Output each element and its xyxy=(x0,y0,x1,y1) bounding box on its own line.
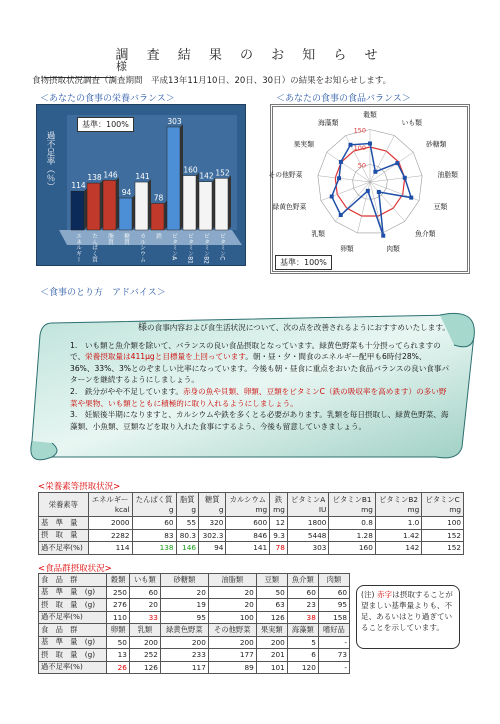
food-table-title: <食品群摂取状況> xyxy=(38,564,112,574)
food-row xyxy=(39,661,350,674)
nutrient-header-name: カルシウム xyxy=(229,495,266,504)
bar-category-9: ビタミンC xyxy=(218,233,225,261)
nutrient-cell: 152 xyxy=(422,529,464,542)
radar-point-6 xyxy=(381,234,385,238)
bar-category-8: ビタミンB2 xyxy=(202,233,209,264)
radar-point-11 xyxy=(339,160,343,164)
bar-6 xyxy=(167,127,180,230)
nutrient-cell: 83 xyxy=(132,529,176,542)
bar-side-3 xyxy=(132,195,135,230)
radar-point-4 xyxy=(409,196,413,200)
bar-value-5: 78 xyxy=(153,193,164,203)
nutrient-cell: 2000 xyxy=(88,517,132,530)
nutrient-cell: 152 xyxy=(422,542,464,555)
radar-tick-0: 150 xyxy=(353,126,366,135)
food-cell: 200 xyxy=(256,636,287,649)
radar-category-9: 緑黄色野菜 xyxy=(272,203,307,212)
nutrient-header-2 xyxy=(176,493,199,517)
radar-point-3 xyxy=(403,176,407,180)
advice-honorific: 様 xyxy=(138,323,148,333)
food-cell: 60 xyxy=(129,586,160,599)
nutrient-header-unit: kcal xyxy=(114,505,130,514)
bar-3 xyxy=(119,198,132,230)
food-cell: 13 xyxy=(107,649,130,662)
nutrient-cell: 80.3 xyxy=(176,529,199,542)
nutrient-cell: 160 xyxy=(329,542,375,555)
bar-value-2: 146 xyxy=(103,170,118,180)
food-cell: 26 xyxy=(107,661,130,674)
nutrient-cell: 302.3 xyxy=(199,529,226,542)
nutrient-cell: 1.0 xyxy=(375,517,421,530)
bar-category-3: 糖質 xyxy=(122,233,129,245)
survey-period: 食物摂取状況調査（調査期間 平成13年11月10日、20日、30日）の結果をお知らせします。 xyxy=(32,76,392,86)
radar-baseline-label: 基準：100% xyxy=(275,255,332,270)
nutrient-header-unit: g xyxy=(191,505,197,514)
food-cell: 33 xyxy=(129,611,160,624)
food-header-row-2 xyxy=(39,624,350,637)
bar-side-4 xyxy=(148,179,151,230)
nutrient-cell: 141 xyxy=(226,542,270,555)
radar-chart-svg xyxy=(268,107,467,257)
nutrient-header-4 xyxy=(226,493,270,517)
section-food-balance: ＜あなたの食事の食品バランス＞ xyxy=(276,94,411,104)
food-cell: 20 xyxy=(129,599,160,612)
advice-point-2 xyxy=(70,386,450,409)
food-row-label: 基 準 量 (g) xyxy=(39,586,107,599)
radar-category-0: 穀類 xyxy=(363,111,377,119)
chart-floor xyxy=(59,230,242,245)
nutrient-cell: 12 xyxy=(270,517,288,530)
nutrient-header-0 xyxy=(88,493,132,517)
bar-1 xyxy=(87,183,100,230)
nutrient-header-name: たんぱく質 xyxy=(135,495,173,504)
bar-chart-svg xyxy=(37,105,247,267)
radar-category-3: 油脂類 xyxy=(437,170,458,179)
nutrient-cell: 600 xyxy=(226,517,270,530)
nutrient-header-unit: mg xyxy=(407,505,420,514)
bar-4 xyxy=(135,182,148,230)
bar-7 xyxy=(183,176,196,230)
food-group-header: 卵類 xyxy=(107,624,130,637)
bar-value-3: 94 xyxy=(121,188,132,198)
food-cell: 120 xyxy=(287,661,318,674)
nutrient-header-name: ビタミンC xyxy=(425,495,460,504)
food-cell: 20 xyxy=(208,599,256,612)
bar-side-7 xyxy=(196,173,199,230)
radar-category-12: 海藻類 xyxy=(318,118,339,127)
food-group-header: 肉類 xyxy=(318,574,349,587)
advice-intro-text: の食事内容および食生活状況について、次の点を改善されるようにおすすめいたします。 xyxy=(147,323,450,332)
food-cell: 95 xyxy=(160,611,208,624)
advice-1c: 。朝・昼・夕・間食のエネルギー配甲も6時付28%、36%、33%、3%とのぞましい比率になっています。今後も朝・昼食に重点をおいた食品バランスの良い食事パターンを継続するようにしましょう。 xyxy=(70,352,450,385)
nutrient-cell: 846 xyxy=(226,529,270,542)
food-cell: 20 xyxy=(208,586,256,599)
nutrient-header-6 xyxy=(287,493,329,517)
nutrient-cell: 5448 xyxy=(287,529,329,542)
food-group-header: 乳類 xyxy=(129,624,160,637)
nutrient-cell: 146 xyxy=(176,542,199,555)
bar-category-4: カルシウム xyxy=(138,233,145,262)
food-cell: 60 xyxy=(318,586,349,599)
food-cell: 23 xyxy=(287,599,318,612)
radar-category-7: 卵類 xyxy=(340,245,354,254)
nutrient-row xyxy=(39,517,464,530)
radar-spoke-9 xyxy=(321,182,370,201)
radar-tick-1: 100 xyxy=(353,144,366,152)
food-cell: 5 xyxy=(287,636,318,649)
nutrient-cell: 1.42 xyxy=(375,529,421,542)
food-group-header: 緑黄色野菜 xyxy=(160,624,208,637)
food-row xyxy=(39,611,350,624)
food-group-header: 穀類 xyxy=(107,574,130,587)
section-advice: ＜食事のとり方 アドバイス＞ xyxy=(40,288,166,298)
nutrient-header-name: ビタミンB1 xyxy=(332,495,372,504)
food-cell: 20 xyxy=(160,586,208,599)
food-group-header: その他野菜 xyxy=(208,624,256,637)
bar-category-2: 脂質 xyxy=(106,233,113,245)
note-prefix: (注) xyxy=(361,590,375,599)
food-cell: - xyxy=(318,661,349,674)
food-row-label: 過不足率(%) xyxy=(39,661,107,674)
food-group-header: 食 品 群 xyxy=(39,624,107,637)
food-cell: 201 xyxy=(256,649,287,662)
radar-category-4: 豆類 xyxy=(433,203,448,212)
food-row xyxy=(39,636,350,649)
nutrient-cell: 2282 xyxy=(88,529,132,542)
radar-category-1: いも類 xyxy=(401,118,422,127)
bar-side-5 xyxy=(164,200,167,230)
bar-baseline-label: 基準：100% xyxy=(77,117,134,132)
nutrient-cell: 60 xyxy=(132,517,176,530)
bar-side-9 xyxy=(228,175,231,230)
nutrient-header-9 xyxy=(422,493,464,517)
nutrient-cell: 0.8 xyxy=(329,517,375,530)
radar-point-8 xyxy=(339,213,343,217)
food-cell: 252 xyxy=(129,649,160,662)
nutrient-cell: 78 xyxy=(270,542,288,555)
bar-0 xyxy=(71,191,84,230)
nutrient-cell: 303 xyxy=(287,542,329,555)
food-row-label: 過不足率(%) xyxy=(39,611,107,624)
food-cell: 60 xyxy=(287,586,318,599)
food-cell: 126 xyxy=(129,661,160,674)
food-cell: 250 xyxy=(107,586,130,599)
bar-8 xyxy=(199,182,212,230)
bar-side-6 xyxy=(180,124,183,230)
radar-category-11: 果実類 xyxy=(293,140,315,149)
bar-value-9: 152 xyxy=(215,168,230,178)
section-nutrition-balance: ＜あなたの食事の栄養バランス＞ xyxy=(40,94,175,104)
bar-9 xyxy=(215,178,228,230)
food-cell: 38 xyxy=(287,611,318,624)
food-row xyxy=(39,586,350,599)
food-row-label: 摂 取 量 (g) xyxy=(39,649,107,662)
advice-text xyxy=(70,322,450,432)
bar-5 xyxy=(151,203,164,230)
food-cell: 110 xyxy=(107,611,130,624)
bar-value-7: 160 xyxy=(183,165,198,175)
advice-point-1 xyxy=(70,340,450,386)
nutrient-header-unit: IU xyxy=(318,505,327,514)
nutrient-header-name: 脂質 xyxy=(179,495,195,504)
radar-category-10: その他野菜 xyxy=(268,170,303,179)
food-group-header: いも類 xyxy=(129,574,160,587)
food-row xyxy=(39,649,350,662)
bar-value-6: 303 xyxy=(167,116,182,126)
bar-value-4: 141 xyxy=(135,172,150,182)
food-cell: 126 xyxy=(256,611,287,624)
note-text: は摂取することが望ましい基準量よりも、不足、あるいはとり過ぎていることを示しています。 xyxy=(361,590,453,632)
radar-point-5 xyxy=(377,190,381,194)
nutrient-header-unit: g xyxy=(168,505,174,514)
food-cell: 233 xyxy=(160,649,208,662)
nutrient-cell: 55 xyxy=(176,517,199,530)
nutrient-row-label: 摂 取 量 xyxy=(39,529,89,542)
nutrient-header-unit: mg xyxy=(255,505,268,514)
food-group-header: 砂糖類 xyxy=(160,574,208,587)
radar-point-10 xyxy=(337,176,341,180)
nutrient-row xyxy=(39,529,464,542)
food-cell: 177 xyxy=(208,649,256,662)
advice-2b: 赤身の魚や貝類、卵類、豆類をビタミンC（鉄の吸収率を高めます）の多い野菜や果物、いも類とともに積極的に取り入れるようにしましょう。 xyxy=(70,386,447,408)
nutrient-cell: 100 xyxy=(422,517,464,530)
food-cell: 117 xyxy=(160,661,208,674)
nutrient-header-name: 糖質 xyxy=(204,495,220,504)
nutrient-cell: 94 xyxy=(199,542,226,555)
nutrient-cell: 1800 xyxy=(287,517,329,530)
food-cell: 73 xyxy=(318,649,349,662)
food-cell: 63 xyxy=(256,599,287,612)
nutrient-cell: 114 xyxy=(88,542,132,555)
nutrient-table-title: <栄養素等摂取状況> xyxy=(38,482,121,492)
radar-point-9 xyxy=(330,195,334,199)
radar-point-1 xyxy=(373,170,377,174)
radar-category-5: 魚介類 xyxy=(415,229,436,238)
nutrient-header-unit: g xyxy=(218,505,224,514)
food-cell: 50 xyxy=(107,636,130,649)
food-cell: 158 xyxy=(318,611,349,624)
food-cell: 50 xyxy=(256,586,287,599)
food-cell: 276 xyxy=(107,599,130,612)
page-title: 調 査 結 果 の お 知 ら せ xyxy=(115,48,385,63)
nutrient-header-5 xyxy=(270,493,288,517)
note-red-word: 赤字 xyxy=(376,590,393,599)
food-cell: 200 xyxy=(208,636,256,649)
advice-point-3: 3. 妊娠後半期になりますと、カルシウムや鉄を多くとる必要があります。乳類を毎日摂取し、緑黄色野菜、海藻類、小魚類、豆類などを取り入れた食事にするよう、今後も留意していきましょう。 xyxy=(70,410,449,431)
nutrient-row-label: 過不足率(%) xyxy=(39,542,89,555)
nutrient-header-7 xyxy=(329,493,375,517)
nutrient-header-unit: mg xyxy=(361,505,373,514)
food-row-label: 基 準 量 (g) xyxy=(39,636,107,649)
nutrient-header-8 xyxy=(375,493,421,517)
note-box xyxy=(356,585,460,649)
y-axis-label: 過不足率（％） xyxy=(45,131,55,191)
advice-1a: 1. いも類と魚介類を除いて、バランスの良い食品摂取となっています。緑黄色野菜も十分摂ってられますので、 xyxy=(70,340,441,362)
food-group-header: 魚介類 xyxy=(287,574,318,587)
radar-point-7 xyxy=(366,189,370,193)
bar-side-2 xyxy=(116,177,119,230)
nutrient-header-3 xyxy=(199,493,226,517)
food-header-row-1 xyxy=(39,574,350,587)
nutrient-header-1 xyxy=(132,493,176,517)
food-cell: - xyxy=(318,636,349,649)
nutrient-cell: 142 xyxy=(375,542,421,555)
food-row-label: 摂 取 量 (g) xyxy=(39,599,107,612)
nutrient-header-unit: mg xyxy=(273,505,285,514)
food-cell: 6 xyxy=(287,649,318,662)
bar-category-5: 鉄 xyxy=(154,233,161,239)
food-group-header: 嗜好品 xyxy=(318,624,349,637)
honorific: 様 xyxy=(116,60,127,73)
nutrient-cell: 138 xyxy=(132,542,176,555)
nutrient-header-row xyxy=(39,493,464,517)
nutrition-bar-chart xyxy=(36,104,246,266)
food-cell: 101 xyxy=(256,661,287,674)
advice-1b: 栄養摂取量は411μgと目標量を上回っています xyxy=(85,352,246,362)
nutrient-header-name: ビタミンB2 xyxy=(379,495,418,504)
nutrient-cell: 320 xyxy=(199,517,226,530)
nutrient-cell: 9.3 xyxy=(270,529,288,542)
food-cell: 200 xyxy=(129,636,160,649)
food-cell: 100 xyxy=(208,611,256,624)
food-cell: 200 xyxy=(160,636,208,649)
nutrient-header-name: 鉄 xyxy=(274,495,283,504)
food-row xyxy=(39,599,350,612)
nutrient-cell: 1.28 xyxy=(329,529,375,542)
radar-category-8: 乳類 xyxy=(311,229,325,238)
radar-tick-2: 50 xyxy=(357,161,366,170)
food-table xyxy=(38,573,350,674)
advice-intro xyxy=(70,322,450,335)
bar-side-8 xyxy=(212,179,215,230)
bar-value-1: 138 xyxy=(87,173,102,183)
bar-category-1: たんぱく質 xyxy=(90,233,97,262)
bar-side-0 xyxy=(84,188,87,230)
bar-category-0: エネルギー xyxy=(74,233,81,262)
nutrient-header-unit: mg xyxy=(449,505,461,514)
food-cell: 19 xyxy=(160,599,208,612)
radar-spoke-12 xyxy=(346,136,370,182)
food-group-header: 食 品 群 xyxy=(39,574,107,587)
food-cell: 89 xyxy=(208,661,256,674)
food-group-header: 海藻類 xyxy=(287,624,318,637)
radar-series-line xyxy=(332,144,412,236)
radar-category-2: 砂糖類 xyxy=(425,140,447,149)
food-radar-chart xyxy=(270,104,470,274)
nutrient-row-label: 基 準 量 xyxy=(39,517,89,530)
food-cell: 95 xyxy=(318,599,349,612)
nutrient-row xyxy=(39,542,464,555)
nutrient-header-name: エネルギー xyxy=(91,495,129,504)
nutrient-table xyxy=(38,492,464,555)
food-group-header: 油脂類 xyxy=(208,574,256,587)
advice-2a: 2. 鉄分がやや不足しています。 xyxy=(70,386,183,396)
bar-side-1 xyxy=(100,180,103,230)
bar-category-6: ビタミンA xyxy=(170,233,177,261)
radar-point-0 xyxy=(368,142,372,146)
nutrient-header-name: ビタミンA xyxy=(291,495,326,504)
bar-value-8: 142 xyxy=(199,171,214,181)
bar-value-0: 114 xyxy=(71,181,86,191)
bar-2 xyxy=(103,180,116,230)
radar-point-12 xyxy=(348,143,352,147)
food-group-header: 果実類 xyxy=(256,624,287,637)
nutrient-corner: 栄養素等 xyxy=(39,493,89,517)
bar-category-7: ビタミンB1 xyxy=(186,233,193,264)
radar-point-2 xyxy=(395,161,399,165)
radar-category-6: 肉類 xyxy=(386,245,400,254)
food-group-header: 豆類 xyxy=(256,574,287,587)
